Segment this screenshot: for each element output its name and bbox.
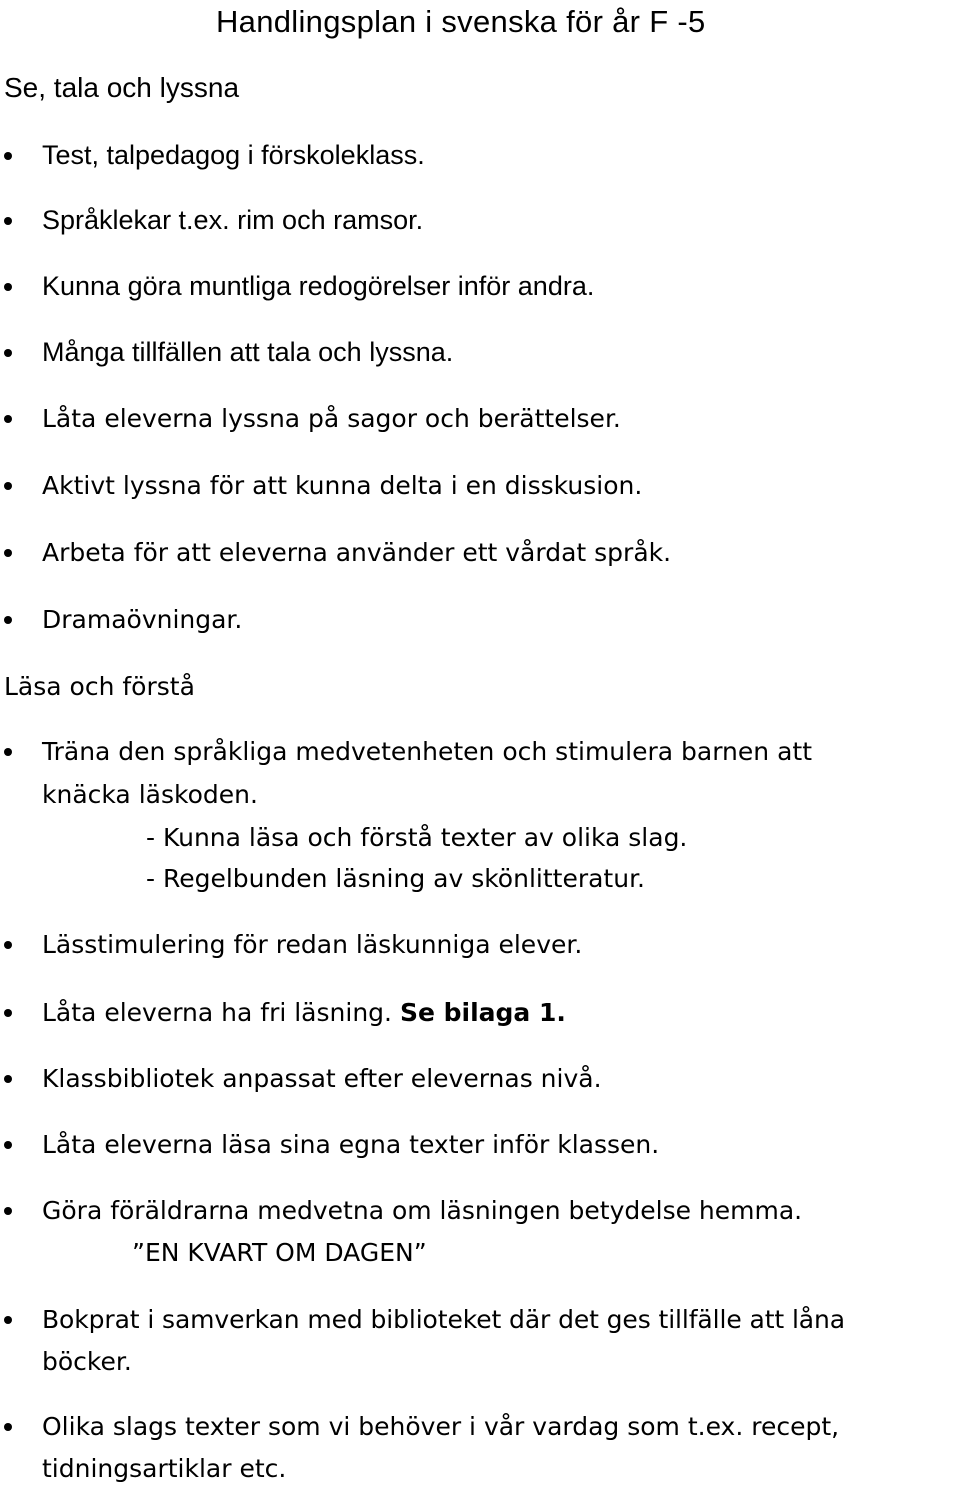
list-item-text: Låta eleverna ha fri läsning. [42, 998, 400, 1027]
list-item: Låta eleverna lyssna på sagor och berättelser. [42, 404, 621, 433]
list-item: Dramaövningar. [42, 605, 243, 634]
list-item: Många tillfällen att tala och lyssna. [42, 337, 454, 367]
sub-list-item: - Regelbunden läsning av skönlitteratur. [146, 864, 645, 893]
bullet-icon [4, 482, 12, 490]
slogan-quote: ”EN KVART OM DAGEN” [132, 1238, 427, 1267]
list-item: Arbeta för att eleverna använder ett vårdat språk. [42, 538, 672, 567]
list-item-continuation: knäcka läskoden. [42, 780, 258, 809]
list-item: Bokprat i samverkan med biblioteket där det ges tillfälle att låna [42, 1305, 845, 1334]
page-title: Handlingsplan i svenska för år F -5 [216, 4, 706, 39]
bullet-icon [4, 616, 12, 624]
bullet-icon [4, 283, 12, 291]
list-item: Test, talpedagog i förskoleklass. [42, 140, 425, 170]
bullet-icon [4, 415, 12, 423]
list-item: Träna den språkliga medvetenheten och stimulera barnen att [42, 737, 812, 766]
bullet-icon [4, 1423, 12, 1431]
bullet-icon [4, 1075, 12, 1083]
list-item: Lässtimulering för redan läskunniga elever. [42, 930, 583, 959]
attachment-reference: Se bilaga 1. [399, 998, 566, 1027]
sub-list-item: - Kunna läsa och förstå texter av olika slag. [146, 823, 688, 852]
bullet-icon [4, 549, 12, 557]
section-heading-se-tala-lyssna: Se, tala och lyssna [4, 72, 240, 103]
bullet-icon [4, 941, 12, 949]
bullet-icon [4, 1009, 12, 1017]
list-item-continuation: tidningsartiklar etc. [42, 1454, 287, 1483]
list-item-continuation: böcker. [42, 1347, 132, 1376]
bullet-icon [4, 217, 12, 225]
bullet-icon [4, 1316, 12, 1324]
list-item [42, 1000, 566, 1025]
list-item: Klassbibliotek anpassat efter elevernas nivå. [42, 1064, 602, 1093]
bullet-icon [4, 748, 12, 756]
section-heading-lasa-forsta: Läsa och förstå [4, 672, 195, 701]
list-item: Göra föräldrarna medvetna om läsningen betydelse hemma. [42, 1196, 803, 1225]
list-item: Olika slags texter som vi behöver i vår vardag som t.ex. recept, [42, 1412, 840, 1441]
bullet-icon [4, 1207, 12, 1215]
list-item: Kunna göra muntliga redogörelser inför andra. [42, 271, 595, 301]
bullet-icon [4, 152, 12, 160]
list-item: Språklekar t.ex. rim och ramsor. [42, 205, 424, 235]
list-item: Aktivt lyssna för att kunna delta i en disskusion. [42, 471, 643, 500]
bullet-icon [4, 1141, 12, 1149]
list-item: Låta eleverna läsa sina egna texter inför klassen. [42, 1130, 660, 1159]
bullet-icon [4, 349, 12, 357]
